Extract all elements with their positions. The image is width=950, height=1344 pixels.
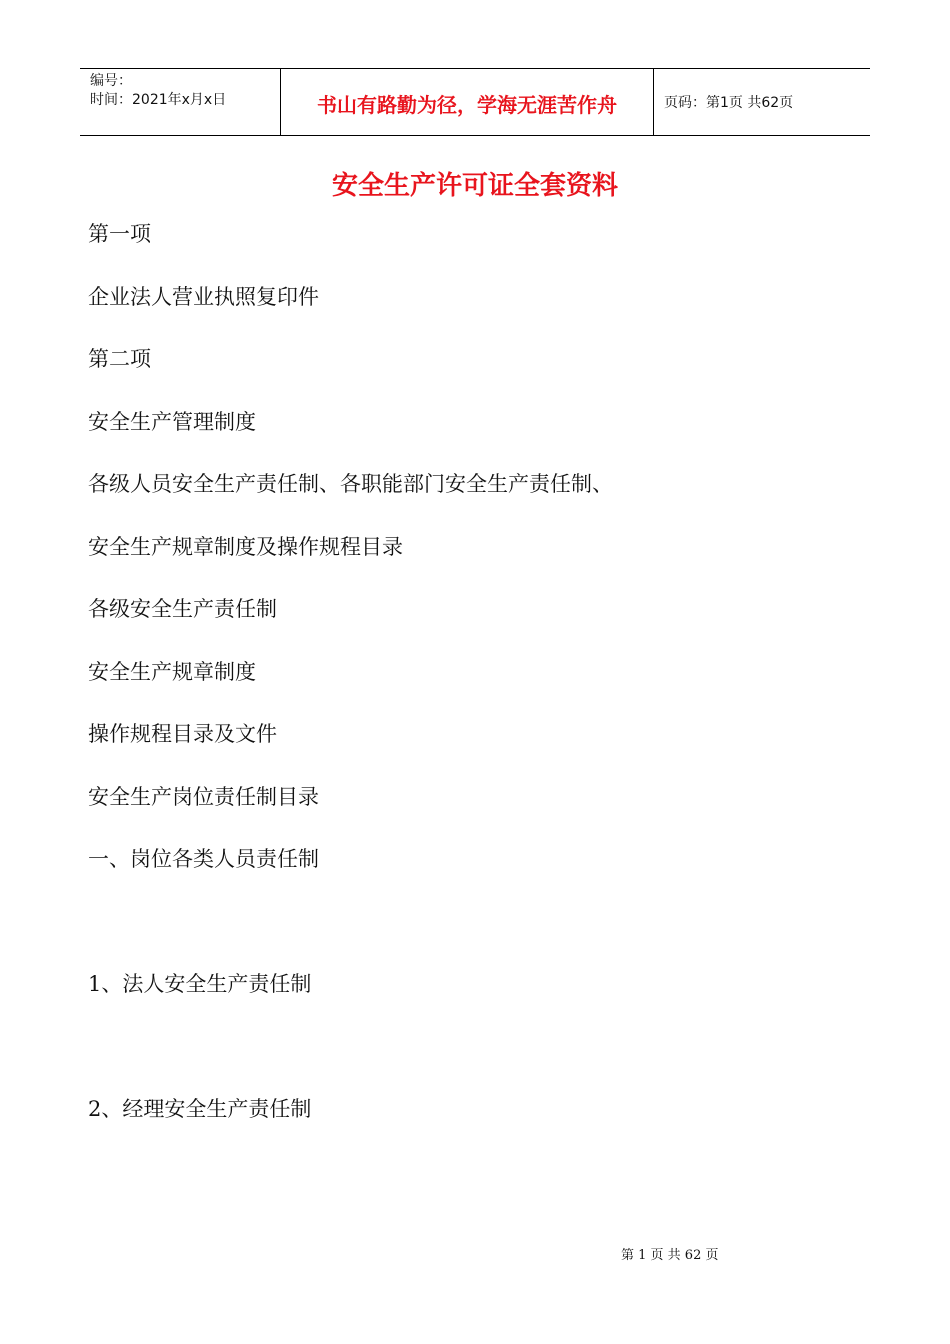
body-line: 第一项 (88, 222, 151, 246)
document-number-label: 编号： (90, 73, 132, 89)
body-line: 2、经理安全生产责任制 (88, 1097, 312, 1121)
body-line: 一、岗位各类人员责任制 (88, 847, 319, 871)
body-line: 安全生产岗位责任制目录 (88, 785, 319, 809)
page-footer: 第 1 页 共 62 页 (621, 1248, 719, 1263)
body-line: 各级安全生产责任制 (88, 597, 277, 621)
body-line: 安全生产规章制度 (88, 660, 256, 684)
body-line: 企业法人营业执照复印件 (88, 285, 319, 309)
header-motto-cell (281, 69, 654, 135)
header-page-cell (654, 69, 870, 135)
document-date-label: 时间：2021年x月x日 (90, 92, 227, 108)
header-page-info: 页码：第1页 共62页 (664, 95, 794, 111)
body-line: 安全生产规章制度及操作规程目录 (88, 535, 403, 559)
header-meta-cell (80, 69, 281, 135)
body-line: 各级人员安全生产责任制、各职能部门安全生产责任制、 (88, 472, 613, 496)
body-line: 安全生产管理制度 (88, 410, 256, 434)
header-motto: 书山有路勤为径，学海无涯苦作舟 (317, 92, 617, 117)
body-line: 操作规程目录及文件 (88, 722, 277, 746)
body-line: 1、法人安全生产责任制 (88, 972, 312, 996)
body-line: 第二项 (88, 347, 151, 371)
header-table (80, 68, 870, 136)
document-title: 安全生产许可证全套资料 (331, 171, 618, 201)
